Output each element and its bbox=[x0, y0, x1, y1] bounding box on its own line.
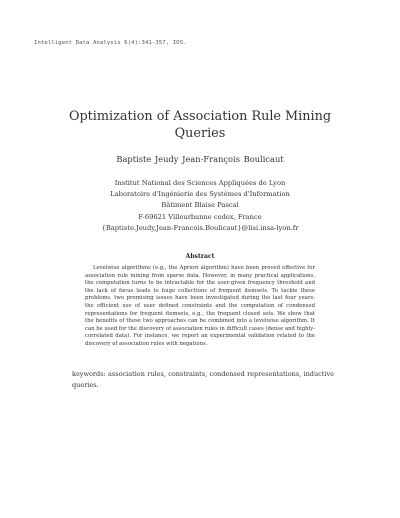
abstract-text: Levelwise algorithms (e.g., the Apriori algorithm) have been proved effective for association rule mining from sparse data. However, in many practical applications, the computation turns to be intractable for the user-given frequency threshold and the lack of focus leads to huge collections of frequent itemsets. To tackle these problems, two promising issues have been investigated during the last four years: the efficient use of user defined constraints and the computation of condensed representations for frequent itemsets, e.g., the frequent closed sets. We show that the benefits of these two approaches can be combined into a levelwise algorithm. It can be used for the discovery of association rules in difficult cases (dense and highly-correlated data). For instance, we report an experimental validation related to the discovery of association rules with negations. bbox=[85, 265, 315, 347]
affiliation-line: F-69621 Villeurbanne cedex, France bbox=[138, 212, 262, 221]
journal-reference: Intelligent Data Analysis 6(4):341-357, IOS. bbox=[34, 40, 187, 46]
authors-line: Baptiste Jeudy Jean-François Boulicaut bbox=[116, 154, 284, 164]
affiliation-block bbox=[60, 178, 340, 234]
affiliation-line: Bâtiment Blaise Pascal bbox=[161, 201, 239, 210]
affiliation-line: Laboratoire d'Ingénierie des Systèmes d'Information bbox=[110, 190, 290, 199]
author-emails: {Baptiste.Jeudy,Jean-Francois.Boulicaut}@lisi.insa-lyon.fr bbox=[101, 223, 299, 232]
paper-title: Optimization of Association Rule Mining Queries bbox=[68, 109, 332, 141]
keywords-text: keywords: association rules, constraints, condensed representations, inductive queries. bbox=[72, 370, 334, 389]
affiliation-line: Institut National des Sciences Appliquées de Lyon bbox=[114, 179, 286, 187]
abstract-heading: Abstract bbox=[185, 253, 215, 260]
